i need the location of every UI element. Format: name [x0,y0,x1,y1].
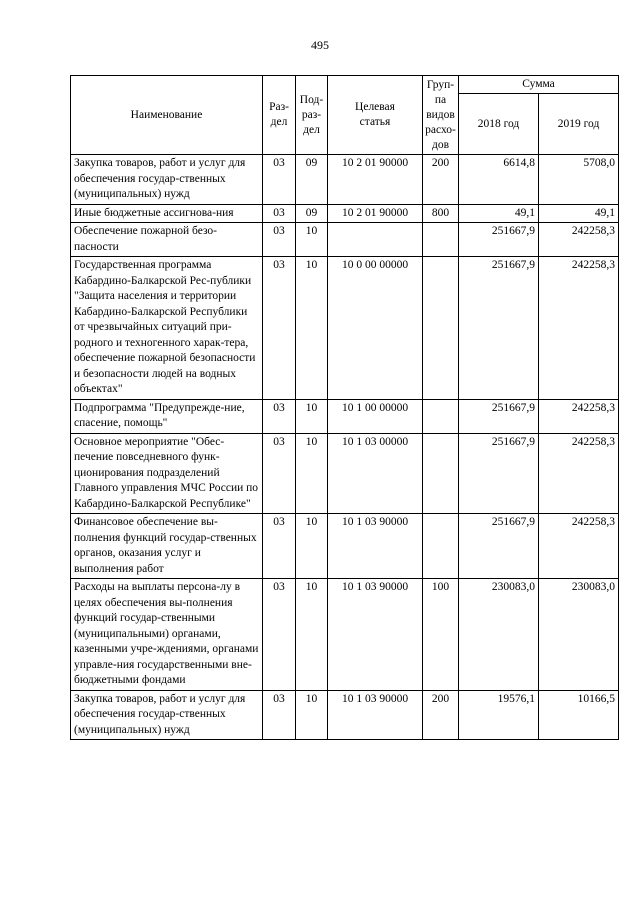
row-expense-group [423,223,459,257]
row-name: Иные бюджетные ассигнова-ния [71,204,263,223]
row-sum-2019: 49,1 [539,204,619,223]
table-row [71,257,619,400]
row-sum-2018: 251667,9 [459,223,539,257]
row-section: 03 [263,514,296,579]
row-section: 03 [263,257,296,400]
row-target-article: 10 1 00 00000 [328,399,423,433]
row-expense-group: 800 [423,204,459,223]
row-sum-2018: 49,1 [459,204,539,223]
row-target-article: 10 1 03 90000 [328,579,423,691]
row-target-article: 10 2 01 90000 [328,204,423,223]
row-subsection: 10 [296,514,328,579]
row-section: 03 [263,690,296,740]
header-section-text: Раз- дел [269,101,289,128]
row-section: 03 [263,223,296,257]
table-row [71,579,619,691]
page-number: 495 [311,38,329,52]
table-body [71,155,619,740]
row-sum-2019: 10166,5 [539,690,619,740]
row-expense-group: 200 [423,690,459,740]
row-subsection: 10 [296,690,328,740]
header-name: Наименование [71,76,263,155]
row-sum-2019: 242258,3 [539,433,619,514]
row-sum-2018: 251667,9 [459,514,539,579]
row-target-article: 10 1 03 90000 [328,690,423,740]
row-sum-2019: 230083,0 [539,579,619,691]
row-target-article: 10 1 03 00000 [328,433,423,514]
header-subsection [296,76,328,155]
row-expense-group [423,257,459,400]
table-row [71,433,619,514]
row-name: Закупка товаров, работ и услуг для обеспечения государ-ственных (муниципальных) нужд [71,690,263,740]
row-subsection: 10 [296,399,328,433]
table-row [71,223,619,257]
row-subsection: 10 [296,223,328,257]
row-subsection: 10 [296,433,328,514]
header-year-2019: 2019 год [539,94,619,155]
row-name: Основное мероприятие "Обес-печение повседневного функ-ционирования подразделений Главного управления МЧС России по Кабардино-Балкарской Республике" [71,433,263,514]
row-sum-2018: 251667,9 [459,399,539,433]
row-section: 03 [263,204,296,223]
header-target-article [328,76,423,155]
row-subsection: 10 [296,579,328,691]
row-target-article [328,223,423,257]
row-expense-group: 200 [423,155,459,205]
row-sum-2018: 6614,8 [459,155,539,205]
row-subsection: 09 [296,204,328,223]
header-expense-group [423,76,459,155]
row-expense-group: 100 [423,579,459,691]
header-group-text: Груп- па видов расхо- дов [425,78,456,151]
row-section: 03 [263,155,296,205]
row-expense-group [423,433,459,514]
row-sum-2018: 230083,0 [459,579,539,691]
budget-table [70,75,619,740]
row-name: Закупка товаров, работ и услуг для обеспечения государ-ственных (муниципальных) нужд [71,155,263,205]
row-sum-2019: 5708,0 [539,155,619,205]
header-subsection-text: Под- раз- дел [299,93,324,136]
header-section [263,76,296,155]
row-name: Финансовое обеспечение вы-полнения функций государ-ственных органов, оказания услуг и выполнения работ [71,514,263,579]
row-sum-2018: 251667,9 [459,257,539,400]
row-section: 03 [263,399,296,433]
row-section: 03 [263,433,296,514]
header-sum: Сумма [459,76,619,94]
row-sum-2018: 251667,9 [459,433,539,514]
row-subsection: 10 [296,257,328,400]
row-sum-2019: 242258,3 [539,257,619,400]
row-target-article: 10 0 00 00000 [328,257,423,400]
table-row [71,204,619,223]
row-expense-group [423,514,459,579]
row-target-article: 10 1 03 90000 [328,514,423,579]
row-sum-2019: 242258,3 [539,223,619,257]
row-subsection: 09 [296,155,328,205]
row-name: Подпрограмма "Предупрежде-ние, спасение, помощь" [71,399,263,433]
table-header [71,76,619,155]
row-name: Государственная программа Кабардино-Балкарской Рес-публики "Защита населения и территории Кабардино-Балкарской Республики от чрезвычайных ситуаций при-родного и техногенного харак-тера, обеспечение пожарной безопасности и безопасности людей на водных объектах" [71,257,263,400]
table-row [71,155,619,205]
row-section: 03 [263,579,296,691]
row-name: Обеспечение пожарной безо-пасности [71,223,263,257]
row-expense-group [423,399,459,433]
row-sum-2019: 242258,3 [539,514,619,579]
row-sum-2019: 242258,3 [539,399,619,433]
row-sum-2018: 19576,1 [459,690,539,740]
table-row [71,399,619,433]
table-row [71,690,619,740]
table-row [71,514,619,579]
row-target-article: 10 2 01 90000 [328,155,423,205]
header-year-2018: 2018 год [459,94,539,155]
row-name: Расходы на выплаты персона-лу в целях обеспечения вы-полнения функций государ-ственными (муниципальными) органами, казенными учре-ждениями, органами управле-ния государственными вне-бюджетными фондами [71,579,263,691]
header-target-text: Целевая статья [355,101,395,128]
